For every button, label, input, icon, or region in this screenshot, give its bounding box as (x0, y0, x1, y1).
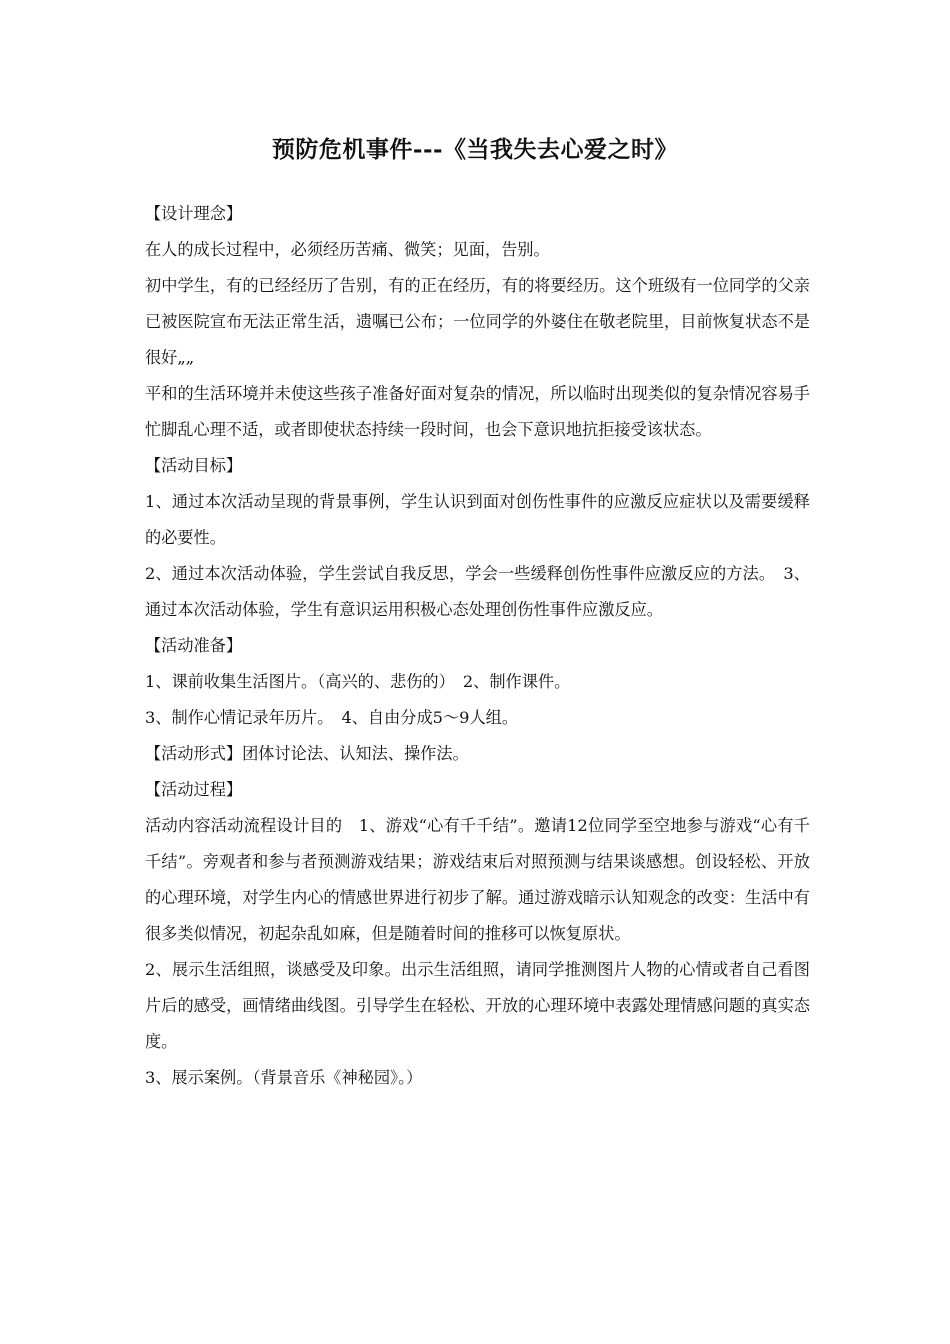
section-activity-form: 【活动形式】团体讨论法、认知法、操作法。 (145, 744, 469, 763)
paragraph: 3、展示案例。（背景音乐《神秘园》。） (145, 1068, 423, 1087)
section-heading-activity-preparation: 【活动准备】 (145, 636, 243, 655)
section-heading-activity-goals: 【活动目标】 (145, 456, 243, 475)
paragraph: 3、制作心情记录年历片。 4、自由分成5～9人组。 (145, 708, 519, 727)
section-heading-design-concept: 【设计理念】 (145, 204, 243, 223)
paragraph: 2、通过本次活动体验，学生尝试自我反思，学会一些缓释创伤性事件应激反应的方法。 3、通过本次活动体验，学生有意识运用积极心态处理创伤性事件应激反应。 (145, 564, 810, 619)
paragraph: 活动内容活动流程设计目的 1、游戏“心有千千结”。邀请12位同学至空地参与游戏“心有千千结”。旁观者和参与者预测游戏结果；游戏结束后对照预测与结果谈感想。创设轻松、开放的心理环境，对学生内心的情感世界进行初步了解。通过游戏暗示认知观念的改变：生活中有很多类似情况，初起杂乱如麻，但是随着时间的推移可以恢复原状。 (145, 816, 810, 943)
document-title: 预防危机事件---《当我失去心爱之时》 (271, 136, 679, 163)
paragraph: 在人的成长过程中，必须经历苦痛、微笑；见面，告别。 (145, 240, 550, 259)
document-body (145, 196, 810, 1096)
paragraph: 1、课前收集生活图片。（高兴的、悲伤的） 2、制作课件。 (145, 672, 571, 691)
paragraph: 1、通过本次活动呈现的背景事例，学生认识到面对创伤性事件的应激反应症状以及需要缓释的必要性。 (145, 492, 810, 547)
paragraph: 初中学生，有的已经经历了告别，有的正在经历，有的将要经历。这个班级有一位同学的父亲已被医院宣布无法正常生活，遗嘱已公布；一位同学的外婆住在敬老院里，目前恢复状态不是很好„„ (145, 276, 810, 367)
paragraph: 2、展示生活组照，谈感受及印象。出示生活组照，请同学推测图片人物的心情或者自己看图片后的感受，画情绪曲线图。引导学生在轻松、开放的心理环境中表露处理情感问题的真实态度。 (145, 960, 810, 1051)
paragraph: 平和的生活环境并未使这些孩子准备好面对复杂的情况，所以临时出现类似的复杂情况容易手忙脚乱心理不适，或者即使状态持续一段时间，也会下意识地抗拒接受该状态。 (145, 384, 810, 439)
section-heading-activity-process: 【活动过程】 (145, 780, 243, 799)
